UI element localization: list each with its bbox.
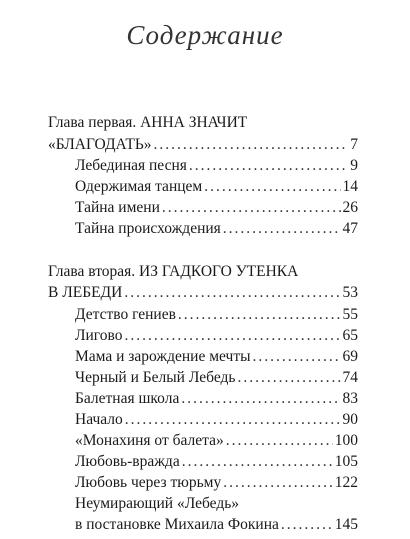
toc-item[interactable]: [75, 390, 358, 408]
toc-label: Детство гениев: [75, 306, 176, 323]
chapter-2-entry[interactable]: [48, 284, 358, 302]
toc-page-number: 83: [342, 390, 358, 407]
toc-label: «Монахиня от балета»: [75, 432, 224, 449]
dot-leader: [178, 306, 341, 324]
toc-page-number: 100: [334, 432, 358, 449]
toc-label: Любовь-вражда: [75, 453, 180, 470]
toc-label: Тайна имени: [75, 199, 160, 216]
toc-page-number: 74: [342, 369, 358, 386]
toc-label: Одержимая танцем: [75, 178, 203, 195]
dot-leader: [226, 432, 333, 450]
toc-item[interactable]: [75, 327, 358, 345]
toc-page-number: 14: [342, 178, 358, 195]
page-title: Содержание: [126, 20, 284, 50]
dot-leader: [204, 178, 340, 196]
toc-item[interactable]: [75, 348, 358, 366]
toc-page-number: 105: [334, 453, 358, 470]
toc-item[interactable]: [75, 306, 358, 324]
toc-label: в постановке Михаила Фокина: [75, 516, 279, 533]
toc-label: Тайна происхождения: [75, 220, 221, 237]
dot-leader: [162, 199, 341, 217]
toc-item[interactable]: [75, 178, 358, 196]
toc-page-number: 55: [342, 306, 358, 323]
toc-item[interactable]: [75, 220, 358, 238]
toc-page-number: 47: [342, 220, 358, 237]
toc-page-number: 90: [342, 411, 358, 428]
toc-item[interactable]: [75, 369, 358, 387]
dot-leader: [237, 369, 340, 387]
toc-page-number: 7: [350, 136, 358, 153]
toc-page-number: 65: [342, 327, 358, 344]
dot-leader: [253, 348, 341, 366]
dot-leader: [124, 284, 340, 302]
toc-label: Балетная школа: [75, 390, 180, 407]
toc-label: Лигово: [75, 327, 123, 344]
chapter-2-heading: Глава вторая. ИЗ ГАДКОГО УТЕНКА: [48, 263, 299, 280]
toc-item[interactable]: [75, 199, 358, 217]
toc-label: Лебединая песня: [75, 157, 187, 174]
toc-page-number: 145: [334, 516, 358, 533]
toc-page-number: 26: [342, 199, 358, 216]
chapter-1-heading: Глава первая. АННА ЗНАЧИТ: [48, 114, 248, 131]
dot-leader: [154, 136, 349, 154]
toc-label: Мама и зарождение мечты: [75, 348, 251, 365]
chapter-1-entry[interactable]: [48, 136, 358, 154]
toc-label: «БЛАГОДАТЬ»: [48, 136, 152, 153]
toc-item[interactable]: [75, 411, 358, 429]
toc-item[interactable]: [75, 474, 358, 492]
toc-page-number: 53: [342, 284, 358, 301]
dot-leader: [223, 474, 333, 492]
toc-page-number: 122: [334, 474, 358, 491]
toc-item[interactable]: [75, 157, 358, 175]
toc-item-continued[interactable]: Неумирающий «Лебедь»: [75, 495, 240, 512]
dot-leader: [181, 390, 340, 408]
toc-label: Любовь через тюрьму: [75, 474, 222, 491]
toc-label: Черный и Белый Лебедь: [75, 369, 236, 386]
toc-item[interactable]: [75, 453, 358, 471]
toc-label: Начало: [75, 411, 123, 428]
dot-leader: [125, 327, 341, 345]
toc-label: В ЛЕБЕДИ: [48, 284, 123, 301]
toc-page-number: 9: [350, 157, 358, 174]
dot-leader: [125, 411, 341, 429]
toc-item[interactable]: [75, 516, 358, 534]
toc-page-number: 69: [342, 348, 358, 365]
dot-leader: [182, 453, 333, 471]
toc-item[interactable]: [75, 432, 358, 450]
dot-leader: [281, 516, 333, 534]
dot-leader: [223, 220, 341, 238]
dot-leader: [189, 157, 348, 175]
